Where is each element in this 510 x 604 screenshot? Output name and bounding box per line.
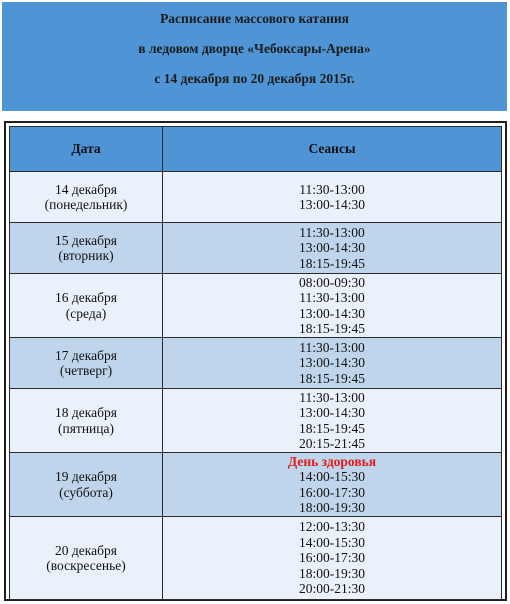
session-time: 16:00-17:30 xyxy=(299,550,365,566)
sessions-cell xyxy=(163,223,502,274)
session-time: 08:00-09:30 xyxy=(299,274,365,290)
date-weekday: (четверг) xyxy=(59,363,113,378)
session-time: 18:15-19:45 xyxy=(299,370,365,386)
sessions-cell xyxy=(163,389,502,453)
session-time: 18:15-19:45 xyxy=(299,255,365,271)
table-row xyxy=(10,389,502,453)
session-time: 11:30-13:00 xyxy=(299,224,365,240)
session-time: 18:00-19:30 xyxy=(299,565,365,581)
table-row xyxy=(10,172,502,223)
date-cell xyxy=(10,389,163,453)
session-time: 11:30-13:00 xyxy=(299,339,365,355)
date-cell xyxy=(10,172,163,223)
session-time: 11:30-13:00 xyxy=(299,181,365,197)
date-weekday: (вторник) xyxy=(58,248,114,263)
table-row xyxy=(10,338,502,389)
session-time: 16:00-17:30 xyxy=(299,484,365,500)
date-weekday: (среда) xyxy=(65,305,107,321)
session-time: 18:00-19:30 xyxy=(299,500,365,515)
date-day: 16 декабря xyxy=(55,290,117,305)
column-header-sessions: Сеансы xyxy=(163,127,502,172)
date-day: 14 декабря xyxy=(55,181,117,197)
date-cell xyxy=(10,223,163,274)
sessions-cell xyxy=(163,172,502,223)
session-time: 13:00-14:30 xyxy=(299,355,365,371)
title-line-1: Расписание массового катания xyxy=(160,11,349,26)
date-weekday: (пятница) xyxy=(58,420,114,436)
date-day: 17 декабря xyxy=(55,347,117,363)
special-note: День здоровья xyxy=(287,453,377,469)
title-line-3: с 14 декабря по 20 декабря 2015г. xyxy=(154,71,355,86)
session-time: 11:30-13:00 xyxy=(299,389,365,405)
date-day: 18 декабря xyxy=(55,405,117,420)
sessions-cell xyxy=(163,274,502,338)
date-cell xyxy=(10,517,163,600)
sessions-cell xyxy=(163,453,502,517)
session-time: 20:00-21:30 xyxy=(299,581,365,597)
column-header-date: Дата xyxy=(10,127,163,172)
date-cell xyxy=(10,274,163,338)
session-time: 14:00-15:30 xyxy=(299,469,365,484)
date-cell xyxy=(10,338,163,389)
session-time: 12:00-13:30 xyxy=(299,519,365,535)
schedule-table-frame xyxy=(4,121,507,601)
schedule-table xyxy=(9,126,502,600)
session-time: 11:30-13:00 xyxy=(299,290,365,305)
table-row xyxy=(10,274,502,338)
session-time: 13:00-14:30 xyxy=(299,405,365,420)
date-weekday: (понедельник) xyxy=(44,197,128,212)
sessions-cell xyxy=(163,338,502,389)
date-day: 15 декабря xyxy=(55,232,117,248)
date-weekday: (воскресенье) xyxy=(46,558,126,573)
date-day: 19 декабря xyxy=(55,469,117,484)
date-day: 20 декабря xyxy=(55,542,117,558)
session-time: 13:00-14:30 xyxy=(299,240,365,256)
table-row xyxy=(10,517,502,600)
date-weekday: (суббота) xyxy=(59,484,113,500)
schedule-rows xyxy=(10,172,502,600)
table-row xyxy=(10,453,502,517)
table-row xyxy=(10,223,502,274)
sessions-cell xyxy=(163,517,502,600)
date-cell xyxy=(10,453,163,517)
title-banner xyxy=(2,2,507,111)
session-time: 20:15-21:45 xyxy=(299,436,365,451)
session-time: 13:00-14:30 xyxy=(299,197,365,212)
session-time: 13:00-14:30 xyxy=(299,305,365,321)
session-time: 18:15-19:45 xyxy=(299,420,365,436)
title-line-2: в ледовом дворце «Чебоксары-Арена» xyxy=(138,41,371,56)
table-header-row xyxy=(10,127,502,172)
session-time: 18:15-19:45 xyxy=(299,321,365,336)
session-time: 14:00-15:30 xyxy=(299,534,365,550)
